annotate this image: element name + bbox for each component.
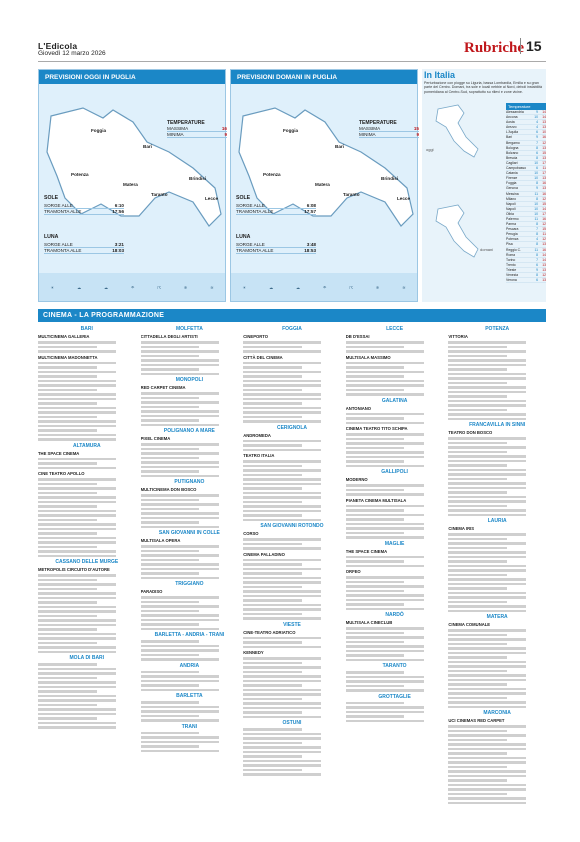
min-temp: 8 (536, 196, 538, 201)
city-name: Roma (506, 252, 516, 257)
cinema-city-heading: GALATINA (381, 397, 408, 404)
min-temp: 7 (536, 227, 538, 232)
cinema-column (448, 324, 546, 836)
cinema-name: METROPOLIS CIRCUITO D'AUTORE (38, 567, 110, 572)
sunset-label: TRAMONTA ALLE (44, 209, 82, 214)
city-name: Napoli (506, 201, 516, 206)
min-temp: 8 (536, 155, 538, 160)
city-name: Trento (506, 262, 516, 267)
moonset-time: 18:03 (112, 248, 124, 253)
max-temp: 14 (542, 206, 546, 211)
sun-icon: ☀ (242, 285, 246, 290)
cinema-city-heading: GALLIPOLI (381, 469, 408, 475)
min-temp: 4 (536, 237, 538, 242)
cinema-name: CINE-TEATRO ADRIATICO (243, 629, 296, 635)
cinema-name: MULTISALA MASSIMO (345, 354, 391, 360)
cinema-name: KENNEDY (243, 650, 264, 655)
cinema-name: MULTICINEMA GALLERIA (38, 334, 90, 339)
cinema-city-heading: VIESTE (283, 621, 301, 628)
min-temp: 8 (536, 232, 538, 237)
cinema-name: VITTORIA (448, 334, 468, 339)
italy-title: In Italia (424, 70, 456, 80)
min-temp: 8 (536, 273, 538, 277)
max-temp: 14 (542, 257, 546, 262)
min-temp: 6 (536, 262, 538, 267)
cinema-city-heading: PUTIGNANO (174, 479, 205, 485)
max-temp: 14 (542, 115, 546, 120)
cinema-city-heading: BARLETTA (176, 693, 203, 699)
rain-icon: ☂ (130, 285, 135, 290)
min-temp: 6 (536, 278, 538, 283)
cinema-listings (38, 324, 546, 836)
max-temp: 13 (542, 278, 546, 283)
cinema-name: MULTISALA CINECLUB (345, 620, 393, 625)
max-temp: 12 (542, 196, 546, 201)
max-temp: 14 (542, 252, 546, 257)
today-map-label: oggi (426, 147, 434, 152)
max-temp: 13 (542, 120, 546, 125)
sunrise-time: 6:08 (306, 203, 316, 208)
moonset-label: TRAMONTA ALLE (236, 248, 274, 253)
snow-icon: ❄ (183, 285, 188, 290)
cinema-city-heading: POLIGNANO A MARE (163, 428, 215, 434)
min-temp: 8 (536, 222, 538, 227)
sun-label: SOLE (44, 195, 59, 201)
max-temp: 13 (542, 125, 546, 130)
city-name: Firenze (506, 176, 518, 181)
max-label: MASSIMA (167, 126, 189, 131)
min-temp: 10 (534, 115, 538, 120)
cinema-column (38, 324, 136, 836)
sunset-time: 17:57 (304, 209, 316, 214)
temperature-row (506, 278, 546, 283)
max-temp: 15 (542, 150, 546, 155)
cinema-name: CITTÀ DEL CINEMA (243, 354, 283, 360)
cinema-column (243, 324, 341, 836)
italy-forecast-text: Perturbazione con piogge su Liguria, bassa Lombardia, Emilia e su gran parte del Centro. Domani, tra sole e locali nebbie al Nord, deboli instabilità pomeridiana al Centro-Sud, soprattutto su rilievi e zone vicine. (424, 81, 543, 94)
weather-legend-strip (231, 273, 417, 301)
max-temp: 17 (542, 171, 546, 176)
moonrise-label: SORGE ALLE (236, 242, 265, 247)
cinema-city-heading: BARLETTA - ANDRIA - TRANI (154, 632, 225, 638)
city-name: Reggio C. (506, 247, 522, 252)
cloud-icon: ☁ (77, 285, 81, 290)
city-label: Foggia (283, 128, 299, 133)
header-divider (38, 61, 546, 62)
cinema-name: CINE TEATRO APOLLO (38, 471, 85, 476)
city-name: Parma (506, 222, 516, 227)
city-label: Potenza (263, 172, 281, 177)
weather-today-title: PREVISIONI OGGI IN PUGLIA (39, 70, 225, 84)
sun-box-today (44, 195, 124, 215)
cinema-name: ORFEO (345, 569, 361, 574)
max-temp: 12 (542, 237, 546, 242)
temperature-title: TEMPERATURE (359, 120, 397, 126)
city-name: Campobasso (506, 166, 526, 171)
cinema-name: RED CARPET CINEMA (140, 385, 186, 390)
cinema-city-heading: FRANCAVILLA IN SINNI (469, 422, 526, 428)
max-temp: 16 (542, 191, 546, 196)
max-temp: 11 (542, 232, 546, 237)
city-name: Pisa (506, 242, 513, 247)
city-name: Palermo (506, 216, 519, 221)
min-temp: 11 (534, 216, 538, 221)
max-temp: 13 (542, 267, 546, 272)
max-label: MASSIMA (359, 126, 381, 131)
cinema-city-heading: ANDRIA (179, 662, 200, 669)
city-name: Venezia (506, 273, 519, 277)
moon-label: LUNA (44, 234, 59, 240)
cinema-city-heading: MOLA DI BARI (69, 655, 105, 661)
city-name: Potenza (506, 237, 519, 242)
cinema-city-heading: POTENZA (485, 326, 510, 332)
city-name: Arezzo (506, 125, 517, 130)
cinema-name: THE SPACE CINEMA (345, 548, 388, 554)
city-name: Pescara (506, 227, 519, 232)
snow-icon: ❄ (375, 285, 380, 290)
min-temperature-row (167, 132, 227, 138)
max-temp: 12 (542, 222, 546, 227)
sunrise-label: SORGE ALLE (44, 203, 73, 208)
city-label: Foggia (91, 128, 107, 133)
min-temp: 9 (536, 110, 538, 114)
city-name: Bari (506, 135, 513, 140)
section-title: Rubriche (464, 40, 524, 56)
cinema-city-heading: CASSANO DELLE MURGE (55, 559, 119, 565)
cinema-city-heading: MOLFETTA (175, 326, 203, 332)
publication-name: L'Edicola (38, 41, 78, 51)
min-temp: 10 (534, 201, 538, 206)
moonset-time: 18:53 (304, 248, 316, 253)
min-temp: 8 (536, 181, 538, 186)
max-temp: 16 (542, 216, 546, 221)
city-name: Brescia (506, 155, 518, 160)
temperature-title: TEMPERATURE (167, 120, 205, 126)
min-temp: 10 (534, 211, 538, 216)
max-temp: 12 (542, 273, 546, 277)
city-label: Taranto (151, 192, 168, 197)
min-value: 9 (224, 132, 227, 137)
cinema-name: UCI CINEMAS RED CARPET (448, 718, 505, 723)
cinema-name: CINEMA COMUNALE (448, 622, 491, 627)
cinema-name: MULTICINEMA MADONNETTA (38, 354, 98, 360)
min-temp: 6 (536, 166, 538, 171)
temperature-box-tomorrow (359, 120, 419, 138)
min-temp: 6 (536, 150, 538, 155)
cinema-column (141, 324, 239, 836)
min-temp: 7 (536, 140, 538, 145)
temperature-box-today (167, 120, 227, 138)
max-temp: 15 (542, 227, 546, 232)
cinema-name: MULTICINEMA DON BOSCO (140, 487, 197, 492)
cloud-icon: ☁ (295, 285, 300, 290)
cinema-name: MULTISALA OPERA (140, 538, 181, 543)
city-label: Brindisi (381, 176, 399, 181)
max-temp: 16 (542, 181, 546, 186)
min-temp: 10 (534, 160, 538, 165)
cinema-name: ANTONIANO (345, 405, 372, 411)
max-temp: 17 (542, 160, 546, 165)
cinema-name: PIXEL CINEMA (140, 436, 171, 441)
min-temp: 8 (536, 252, 538, 257)
min-temp: 10 (534, 206, 538, 211)
max-temp: 10 (542, 130, 546, 135)
city-name: Milano (506, 196, 516, 201)
publication-date: Giovedì 12 marzo 2026 (38, 50, 106, 57)
cinema-name: ANDROMEDA (243, 432, 271, 438)
moon-box-tomorrow (236, 234, 316, 254)
cinema-city-heading: LECCE (386, 326, 404, 332)
max-temp: 13 (542, 145, 546, 150)
min-temp: 8 (536, 242, 538, 247)
min-label: MINIMA (359, 132, 376, 137)
cinema-city-heading: MAGLIE (384, 540, 405, 547)
city-label: Potenza (71, 172, 89, 177)
cinema-city-heading: MARCONIA (483, 710, 511, 716)
cinema-name: TEATRO DON BOSCO (448, 430, 493, 435)
max-temp: 13 (542, 262, 546, 267)
city-name: Ancona (506, 115, 518, 120)
page-number: 15 (520, 38, 542, 54)
rain-icon: ☂ (322, 285, 327, 290)
max-temp: 12 (542, 140, 546, 145)
max-temp: 16 (542, 247, 546, 252)
cinema-city-heading: NARDÒ (385, 612, 404, 618)
sun-label: SOLE (236, 195, 251, 201)
fog-icon: ≋ (210, 285, 214, 290)
city-label: Brindisi (189, 176, 207, 181)
cinema-name: CINEMA PALLADINO (243, 551, 285, 557)
fog-icon: ≋ (402, 285, 406, 290)
max-value: 16 (221, 126, 227, 131)
italy-temperature-table (506, 103, 546, 283)
city-label: Bari (335, 144, 344, 149)
city-name: Olbia (506, 211, 514, 216)
min-temp: 9 (536, 267, 538, 272)
city-name: Torino (506, 257, 516, 262)
cloud-icon: ☁ (103, 285, 108, 290)
cinema-section-title: CINEMA - LA PROGRAMMAZIONE (38, 309, 546, 322)
city-name: L'Aquila (506, 130, 518, 135)
moonrise-label: SORGE ALLE (44, 242, 73, 247)
weather-legend-strip (39, 273, 225, 301)
sunset-label: TRAMONTA ALLE (236, 209, 274, 214)
min-temp: 9 (536, 135, 538, 140)
cinema-city-heading: TRIGGIANO (175, 581, 204, 587)
cinema-name: TEATRO ITALIA (243, 453, 275, 458)
cinema-city-heading: GROTTAGLIE (378, 693, 411, 700)
cinema-name: DB D'ESSAI (345, 334, 370, 339)
moonrise-time: 3:48 (306, 242, 316, 247)
cinema-city-heading: SAN GIOVANNI IN COLLE (158, 530, 220, 536)
storm-icon: ☈ (157, 285, 161, 290)
moonset-label: TRAMONTA ALLE (44, 248, 82, 253)
cinema-city-heading: FOGGIA (282, 326, 302, 332)
cinema-city-heading: SAN GIOVANNI ROTONDO (260, 523, 324, 529)
italy-maps (424, 101, 498, 301)
min-temp: 4 (536, 120, 538, 125)
cinema-city-heading: ALTAMURA (73, 442, 101, 449)
city-name: Messina (506, 191, 519, 196)
cinema-name: CINEMA TEATRO TITO SCHIPA (345, 426, 408, 431)
max-temp: 13 (542, 186, 546, 191)
min-temp: 7 (536, 257, 538, 262)
city-label: Lecce (205, 196, 219, 201)
max-temp: 16 (542, 135, 546, 140)
city-label: Matera (123, 182, 138, 187)
cinema-name: CITTADELLA DEGLI ARTISTI (140, 334, 198, 339)
city-name: Bergamo (506, 140, 520, 145)
min-temp: 10 (534, 176, 538, 181)
cinema-name: THE SPACE CINEMA (38, 450, 80, 456)
max-temp: 14 (542, 110, 546, 114)
storm-icon: ☈ (349, 285, 353, 290)
max-temp: 11 (542, 166, 546, 171)
min-temp: 10 (534, 171, 538, 176)
city-label: Taranto (343, 192, 360, 197)
min-temp: 11 (534, 191, 538, 196)
moonrise-time: 3:21 (114, 242, 124, 247)
min-value: 9 (416, 132, 419, 137)
max-temp: 17 (542, 211, 546, 216)
cinema-city-heading: MATERA (486, 614, 508, 620)
city-name: Napoli (506, 206, 516, 211)
city-name: Bologna (506, 145, 519, 150)
min-temp: 4 (536, 125, 538, 130)
tomorrow-map-label: domani (480, 247, 494, 252)
temperature-table-title: Temperature (506, 103, 546, 110)
max-temp: 13 (542, 176, 546, 181)
city-name: Genova (506, 186, 518, 191)
city-name: Foggia (506, 181, 517, 186)
city-name: Verona (506, 278, 517, 283)
city-name: Catania (506, 171, 518, 176)
moon-box-today (44, 234, 124, 254)
city-name: Aosta (506, 120, 515, 125)
cinema-name: CORSO (243, 531, 259, 536)
city-name: Cagliari (506, 160, 518, 165)
city-name: Perugia (506, 232, 518, 237)
cinema-name: PARADISO (140, 589, 163, 594)
cinema-name: CINEMA IRIS (448, 526, 475, 531)
cinema-city-heading: LAURIA (487, 518, 507, 524)
min-temp: 8 (536, 145, 538, 150)
cinema-city-heading: BARI (80, 326, 93, 332)
city-label: Matera (315, 182, 330, 187)
city-label: Bari (143, 144, 152, 149)
cinema-name: PIANETA CINEMA MULTISALA (345, 497, 407, 503)
city-name: Trieste (506, 267, 517, 272)
cinema-city-heading: OSTUNI (282, 720, 302, 726)
cinema-name: CINEPORTO (243, 334, 269, 339)
sunset-time: 17:56 (112, 209, 124, 214)
cinema-city-heading: TARANTO (382, 663, 407, 669)
weather-today-panel (38, 69, 226, 302)
weather-tomorrow-title: PREVISIONI DOMANI IN PUGLIA (231, 70, 417, 84)
min-label: MINIMA (167, 132, 184, 137)
sun-box-tomorrow (236, 195, 316, 215)
sunrise-label: SORGE ALLE (236, 203, 265, 208)
max-temp: 15 (542, 201, 546, 206)
city-label: Lecce (397, 196, 411, 201)
city-name: Alessandria (506, 110, 524, 114)
sun-icon: ☀ (50, 285, 54, 290)
cinema-column (346, 324, 444, 836)
italy-weather-panel (422, 69, 546, 302)
cinema-city-heading: TRANI (181, 723, 198, 730)
city-name: Bolzano (506, 150, 519, 155)
page-header (0, 0, 580, 62)
max-temp: 13 (542, 155, 546, 160)
min-temp: 9 (536, 186, 538, 191)
max-temp: 13 (542, 242, 546, 247)
min-temp: 6 (536, 130, 538, 135)
weather-tomorrow-panel (230, 69, 418, 302)
cloud-icon: ☁ (269, 285, 273, 290)
sunrise-time: 6:10 (114, 203, 124, 208)
moon-label: LUNA (236, 234, 251, 240)
cinema-name: MODERNO (345, 477, 368, 482)
min-temp: 11 (534, 247, 538, 252)
max-value: 15 (413, 126, 419, 131)
cinema-city-heading: MONOPOLI (175, 377, 203, 383)
cinema-city-heading: CERIGNOLA (276, 424, 307, 431)
